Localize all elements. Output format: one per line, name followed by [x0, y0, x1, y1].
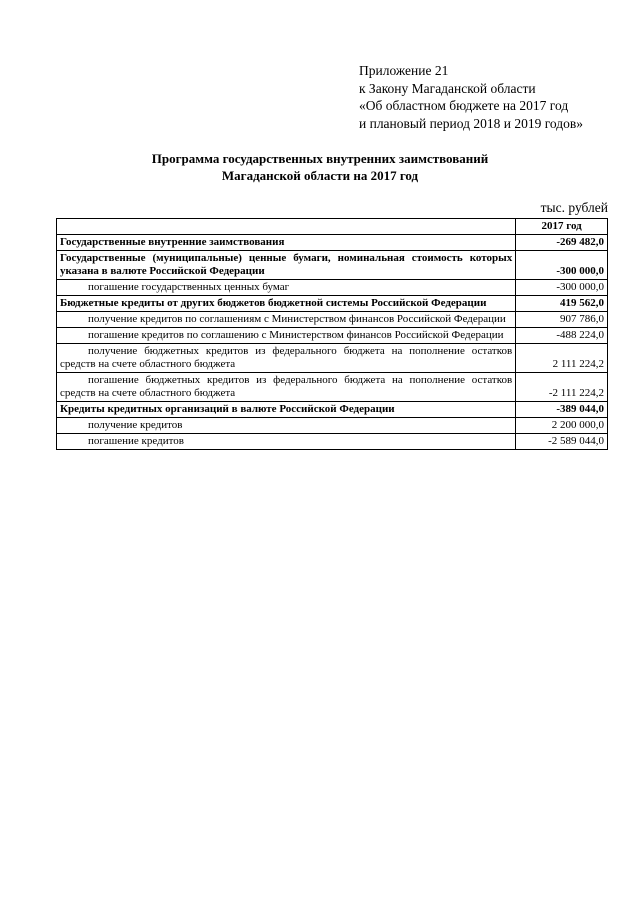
table-row: [57, 434, 608, 450]
table-row: [57, 344, 608, 373]
row-name: получение кредитов по соглашениям с Министерством финансов Российской Федерации: [57, 312, 516, 328]
table-row: [57, 418, 608, 434]
table-header-row: [57, 219, 608, 235]
row-name: погашение бюджетных кредитов из федерального бюджета на пополнение остатков средств на счете областного бюджета: [57, 373, 516, 402]
row-name: получение бюджетных кредитов из федерального бюджета на пополнение остатков средств на счете областного бюджета: [57, 344, 516, 373]
row-value: -2 111 224,2: [516, 373, 608, 402]
row-name: погашение кредитов: [57, 434, 516, 450]
row-value: 419 562,0: [516, 296, 608, 312]
row-value: -389 044,0: [516, 402, 608, 418]
units-label: тыс. рублей: [540, 200, 608, 215]
row-value: -300 000,0: [516, 280, 608, 296]
table-row: [57, 373, 608, 402]
row-name: Государственные (муниципальные) ценные бумаги, номинальная стоимость которых указана в валюте Российской Федерации: [57, 251, 516, 280]
row-value: 2 111 224,2: [516, 344, 608, 373]
row-value: -269 482,0: [516, 235, 608, 251]
row-name: Кредиты кредитных организаций в валюте Российской Федерации: [57, 402, 516, 418]
table-row: [57, 328, 608, 344]
appendix-line: к Закону Магаданской области: [359, 80, 536, 96]
row-value: -2 589 044,0: [516, 434, 608, 450]
appendix-heading: [359, 62, 583, 132]
row-name: получение кредитов: [57, 418, 516, 434]
table-row: [57, 235, 608, 251]
row-value: -488 224,0: [516, 328, 608, 344]
document-title: [0, 150, 640, 184]
row-name: Государственные внутренние заимствования: [57, 235, 516, 251]
table-row: [57, 402, 608, 418]
row-name: Бюджетные кредиты от других бюджетов бюджетной системы Российской Федерации: [57, 296, 516, 312]
row-value: 907 786,0: [516, 312, 608, 328]
table-row: [57, 280, 608, 296]
header-blank-cell: [57, 219, 516, 235]
table-row: [57, 312, 608, 328]
appendix-line: Приложение 21: [359, 63, 449, 78]
table-row: [57, 296, 608, 312]
borrowing-table: [56, 218, 608, 450]
appendix-line: «Об областном бюджете на 2017 год: [359, 98, 569, 113]
row-value: -300 000,0: [516, 251, 608, 280]
row-value: 2 200 000,0: [516, 418, 608, 434]
row-name: погашение государственных ценных бумаг: [57, 280, 516, 296]
table-row: [57, 251, 608, 280]
title-line: Магаданской области на 2017 год: [221, 168, 419, 183]
row-name: погашение кредитов по соглашению с Министерством финансов Российской Федерации: [57, 328, 516, 344]
title-line: Программа государственных внутренних заимствований: [151, 151, 489, 166]
year-header: 2017 год: [516, 219, 608, 235]
appendix-line: и плановый период 2018 и 2019 годов»: [359, 115, 584, 131]
